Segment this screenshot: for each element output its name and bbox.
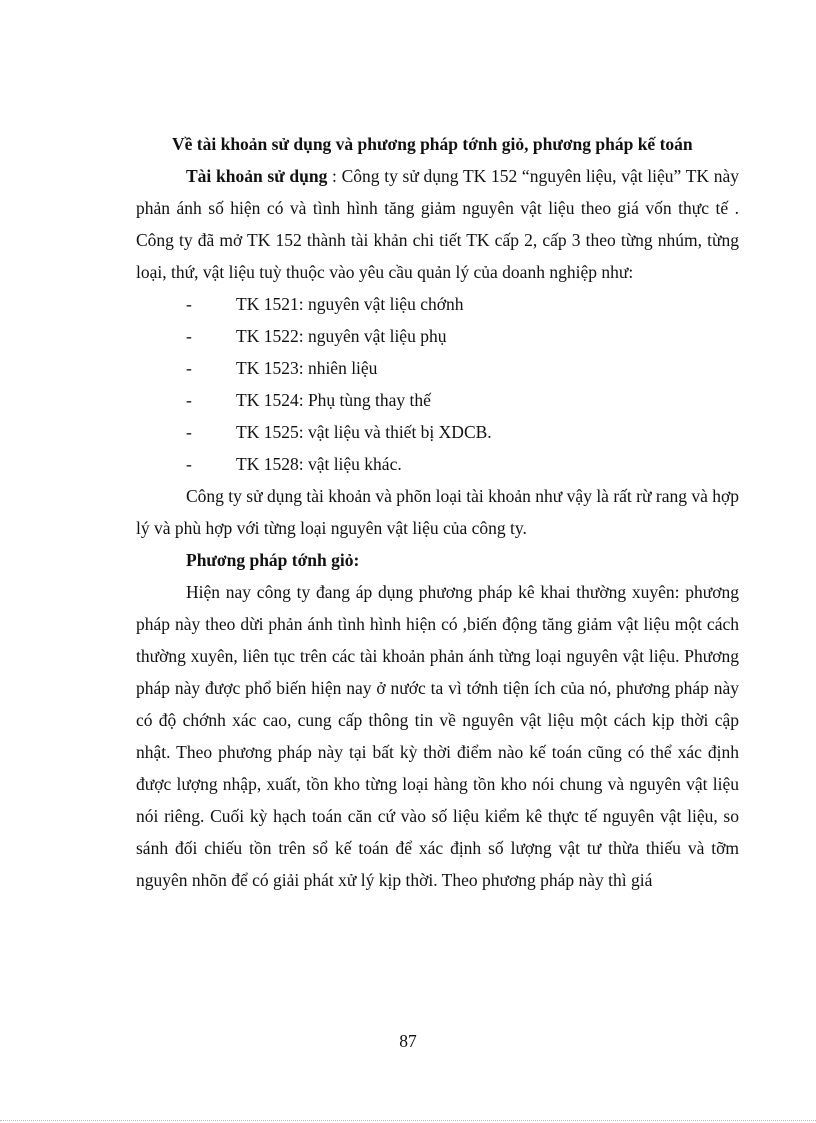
list-dash: - — [186, 390, 192, 410]
accounts-text: : Công ty sử dụng TK 152 “nguyên liệu, vật liệu” TK này phản ánh số hiện có và tình hình tăng giảm nguyên vật liệu theo giá vốn thực tế . Công ty đã mở TK 152 thành tài khản chi tiết TK cấp 2, cấp 3 theo từng nhúm, từng loại, thứ, vật liệu tuỳ thuộc vào yêu cầu quản lý của doanh nghiệp như: — [136, 166, 739, 282]
page-body — [136, 128, 739, 896]
list-dash: - — [186, 358, 192, 378]
account-list — [136, 288, 739, 480]
list-item-text: TK 1522: nguyên vật liệu phụ — [236, 326, 447, 346]
page-number: 87 — [399, 1031, 417, 1051]
list-dash: - — [186, 294, 192, 314]
paragraph-accounts — [136, 160, 739, 288]
list-item — [136, 352, 739, 384]
pricing-method-heading: Phương pháp tớnh giỏ: — [186, 550, 360, 570]
list-item — [136, 288, 739, 320]
list-item — [136, 416, 739, 448]
paragraph-classification: Công ty sử dụng tài khoản và phõn loại tài khoản như vậy là rất rừ rang và hợp lý và phù hợp với từng loại nguyên vật liệu của công ty. — [136, 486, 739, 538]
list-item-text: TK 1528: vật liệu khác. — [236, 454, 402, 474]
list-item-text: TK 1525: vật liệu và thiết bị XDCB. — [236, 422, 492, 442]
paragraph-pricing-method: Hiện nay công ty đang áp dụng phương pháp kê khai thường xuyên: phương pháp này theo dừi phản ánh tình hình hiện có ,biến động tăng giảm vật liệu một cách thường xuyên, liên tục trên các tài khoản phản ánh từng loại nguyên vật liệu. Phương pháp này được phổ biến hiện nay ở nước ta vì tớnh tiện ích của nó, phương pháp này có độ chớnh xác cao, cung cấp thông tin về nguyên vật liệu một cách kịp thời cập nhật. Theo phương pháp này tại bất kỳ thời điểm nào kế toán cũng có thể xác định được lượng nhập, xuất, tồn kho từng loại hàng tồn kho nói chung và nguyên vật liệu nói riêng. Cuối kỳ hạch toán căn cứ vào số liệu kiểm kê thực tế nguyên vật liệu, so sánh đối chiếu tồn trên sổ kế toán để xác định số lượng vật tư thừa thiếu và tỡm nguyên nhõn để có giải phát xử lý kịp thời. Theo phương pháp này thì giá — [136, 582, 739, 890]
list-item — [136, 384, 739, 416]
list-dash: - — [186, 326, 192, 346]
section-heading: Về tài khoản sử dụng và phương pháp tớnh giỏ, phương pháp kế toán — [172, 134, 693, 154]
list-item-text: TK 1521: nguyên vật liệu chớnh — [236, 294, 464, 314]
list-dash: - — [186, 422, 192, 442]
list-item-text: TK 1523: nhiên liệu — [236, 358, 378, 378]
accounts-label: Tài khoản sử dụng — [186, 166, 328, 186]
list-dash: - — [186, 454, 192, 474]
list-item — [136, 320, 739, 352]
page-bottom-border — [0, 1120, 816, 1121]
list-item-text: TK 1524: Phụ tùng thay thế — [236, 390, 431, 410]
list-item — [136, 448, 739, 480]
